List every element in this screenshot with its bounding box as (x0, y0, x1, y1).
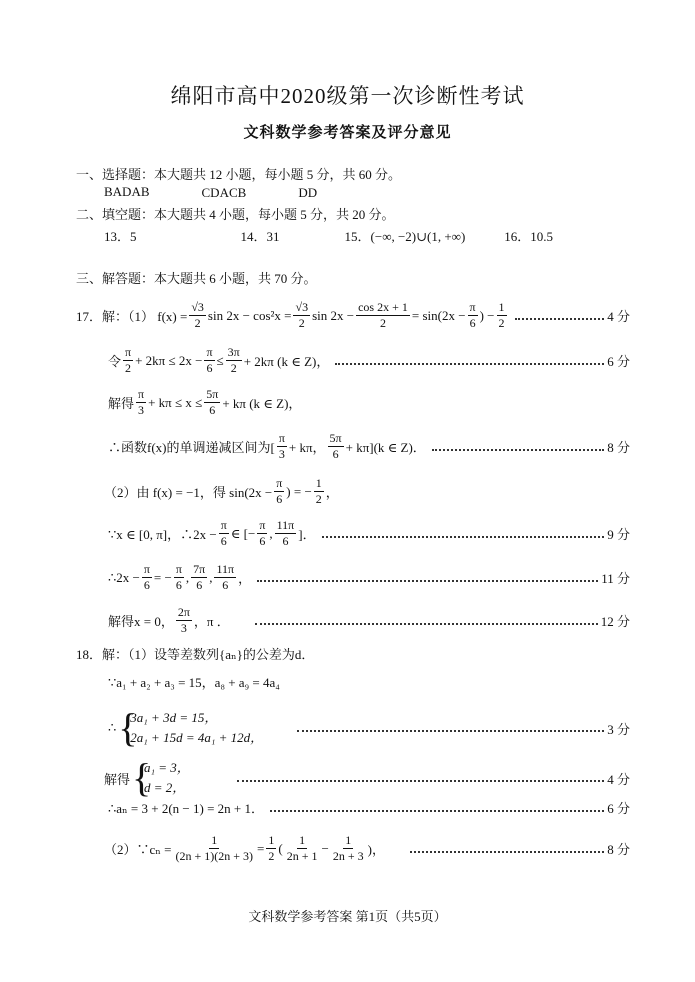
document-subtitle: 文科数学参考答案及评分意见 (243, 125, 452, 141)
text-segment: CDACB (149, 185, 247, 200)
numerator: 5π (206, 387, 219, 401)
dotted-leader (410, 851, 604, 853)
text-segment: ∴aₙ = 3 + 2(n − 1) = 2n + 1． (108, 801, 264, 816)
fraction (204, 387, 220, 418)
numerator: 3π (227, 345, 240, 359)
denominator: 6 (282, 534, 289, 548)
denominator: 6 (276, 492, 283, 506)
text-segment: + 2kπ ≤ 2x − (135, 352, 203, 368)
denominator: 3 (278, 447, 285, 461)
dotted-leader (255, 623, 598, 625)
answer-line (0, 798, 630, 817)
numerator: π (138, 387, 145, 401)
text-segment (265, 719, 291, 738)
numerator: π (276, 476, 283, 490)
page-footer: 文科数学参考答案 第1页（共5页） (248, 909, 447, 924)
denominator: 6 (143, 578, 150, 592)
text-segment: )， (367, 842, 405, 857)
numerator: π (175, 562, 182, 576)
score-label: 6 分 (607, 354, 630, 369)
text-segment: 13．5 (104, 229, 137, 244)
fraction (468, 300, 478, 331)
text-segment: ∴ (108, 720, 117, 735)
text-segment: 解得 (108, 396, 135, 411)
text-segment: + kπ ≤ x ≤ (148, 394, 203, 410)
fraction (274, 476, 284, 507)
numerator: 1 (268, 833, 275, 847)
denominator: (2n + 1)(2n + 3) (175, 849, 254, 863)
numerator: π (259, 518, 266, 532)
text-segment: , (185, 569, 190, 585)
fraction (314, 476, 324, 507)
text-segment: sin 2x − cos²x = (207, 307, 292, 323)
text-segment: = (257, 840, 265, 856)
text-segment: （2）∵cₙ = (104, 842, 172, 857)
fraction (277, 431, 287, 462)
brace-symbol: { (132, 755, 152, 800)
denominator: 2 (230, 361, 237, 375)
numerator: π (206, 345, 213, 359)
system-row: 3a₁ + 3d = 15， (130, 710, 218, 725)
denominator: 2 (125, 361, 132, 375)
text-segment: ， (238, 571, 252, 586)
answer-line (0, 605, 630, 636)
score-label: 3 分 (607, 721, 630, 737)
text-segment: 15．(−∞, −2)∪(1, +∞) (279, 229, 466, 244)
denominator: 2 (194, 316, 201, 330)
numerator: 1 (315, 476, 322, 490)
text-segment: ∵a₁ + a₂ + a₃ = 15，a₈ + a₉ = 4a₄ (108, 675, 280, 690)
numerator: π (220, 518, 227, 532)
numerator: π (125, 345, 132, 359)
score-label: 4 分 (607, 309, 630, 324)
fraction (136, 387, 146, 418)
answer-line (0, 644, 630, 663)
fraction (275, 518, 297, 549)
numerator: 5π (329, 431, 342, 445)
denominator: 6 (196, 578, 203, 592)
text-segment: + kπ (k ∈ Z)， (222, 396, 302, 411)
text-segment: − (321, 840, 329, 856)
denominator: 6 (259, 534, 266, 548)
answer-line (0, 164, 630, 183)
text-segment: ，π ． (193, 614, 250, 629)
fraction (226, 345, 242, 376)
dotted-leader (515, 318, 605, 320)
score-label: 9 分 (607, 527, 630, 542)
fraction (266, 833, 276, 864)
numerator: 11π (276, 518, 295, 532)
denominator: 6 (220, 534, 227, 548)
system-row: a₁ = 3， (144, 760, 190, 775)
fraction (293, 300, 310, 331)
text-segment: BADAB (104, 183, 150, 199)
dotted-leader (335, 363, 604, 365)
text-segment: + kπ， (288, 440, 326, 455)
text-segment: 令 (108, 354, 122, 369)
fraction (257, 518, 267, 549)
score-label: 8 分 (607, 842, 630, 857)
text-segment: DD (246, 185, 318, 200)
fraction (142, 562, 152, 593)
denominator: 6 (209, 403, 216, 417)
score-label: 6 分 (607, 801, 630, 816)
system-rows (130, 708, 263, 748)
denominator: 2n + 1 (286, 849, 318, 863)
numerator: 1 (299, 833, 306, 847)
equation-system (132, 755, 190, 800)
fraction (204, 345, 214, 376)
equation-system (118, 705, 264, 750)
text-segment: 18．解：（1）设等差数列{aₙ}的公差为d． (76, 647, 315, 662)
denominator: 6 (469, 316, 476, 330)
brace-symbol: { (118, 705, 138, 750)
answer-line (0, 562, 630, 593)
denominator: 3 (138, 403, 145, 417)
text-segment: 三、解答题：本大题共 6 小题，共 70 分。 (76, 271, 317, 286)
fraction (174, 562, 184, 593)
answer-line (0, 672, 630, 691)
text-segment: = sin(2x − (411, 307, 466, 323)
text-segment: （2）由 f(x) = −1，得 sin(2x − (104, 485, 273, 500)
fraction (189, 300, 206, 331)
dotted-leader (270, 810, 604, 812)
numerator: √3 (191, 300, 204, 314)
text-segment: 16．10.5 (465, 229, 554, 244)
fraction (331, 833, 366, 864)
answer-line (0, 268, 630, 287)
denominator: 2 (298, 316, 305, 330)
text-segment: 14．31 (136, 229, 280, 244)
text-segment: = − (153, 569, 172, 585)
answer-line (0, 518, 630, 549)
text-segment: 二、填空题：本大题共 4 小题，每小题 5 分，共 20 分。 (76, 207, 395, 222)
text-segment (192, 769, 231, 788)
text-segment: 解得x = 0， (108, 614, 174, 629)
score-label: 11 分 (601, 571, 630, 586)
text-segment: ( (278, 840, 283, 856)
answer-line (0, 431, 630, 462)
answer-line (0, 833, 630, 864)
numerator: π (143, 562, 150, 576)
fraction (356, 300, 410, 331)
score-label: 4 分 (607, 771, 630, 787)
denominator: 2 (498, 316, 505, 330)
document-title: 绵阳市高中2020级第一次诊断性考试 (170, 84, 525, 108)
denominator: 2 (379, 316, 386, 330)
answer-line (0, 300, 630, 331)
answer-line (0, 345, 630, 376)
denominator: 6 (332, 447, 339, 461)
answer-line (0, 705, 630, 750)
denominator: 6 (222, 578, 229, 592)
fraction (497, 300, 507, 331)
system-row: 2a₁ + 15d = 4a₁ + 12d， (130, 730, 264, 745)
fraction (123, 345, 133, 376)
numerator: π (469, 300, 476, 314)
dotted-leader (257, 580, 598, 582)
text-segment: sin 2x − (312, 307, 355, 323)
text-segment: ]． (298, 527, 316, 542)
answer-line (0, 387, 630, 418)
numerator: 1 (211, 833, 218, 847)
text-segment: ∵x ∈ [0, π]，∴2x − (108, 527, 217, 542)
dotted-leader (432, 449, 604, 451)
score-label: 8 分 (607, 440, 630, 455)
text-segment: 解得 (104, 771, 131, 787)
denominator: 2 (315, 492, 322, 506)
system-row: d = 2， (144, 780, 186, 795)
text-segment: 17．解：（1） f(x) = (76, 309, 188, 324)
text-segment: ) = − (286, 483, 312, 499)
numerator: 2π (177, 605, 190, 619)
text-segment: + 2kπ (k ∈ Z)， (243, 354, 330, 369)
text-segment: ∴2x − (108, 569, 140, 585)
answer-line (0, 476, 630, 507)
system-rows (144, 758, 190, 798)
text-segment: ) − (479, 307, 495, 323)
numerator: 1 (498, 300, 505, 314)
dotted-leader (237, 780, 604, 782)
denominator: 6 (206, 361, 213, 375)
answer-line (0, 226, 630, 245)
denominator: 2 (268, 849, 275, 863)
text-segment: , (269, 525, 273, 541)
text-segment: + kπ](k ∈ Z)． (345, 440, 426, 455)
text-segment: ， (325, 485, 339, 500)
denominator: 6 (175, 578, 182, 592)
dotted-leader (322, 536, 605, 538)
text-segment: 一、选择题：本大题共 12 小题，每小题 5 分，共 60 分。 (76, 167, 402, 182)
numerator: 11π (216, 562, 235, 576)
numerator: π (278, 431, 285, 445)
numerator: cos 2x + 1 (358, 300, 408, 314)
answer-line (0, 755, 630, 800)
numerator: √3 (295, 300, 309, 314)
denominator: 3 (180, 621, 187, 635)
fraction (214, 562, 236, 593)
answer-line (0, 204, 630, 223)
denominator: 2n + 3 (332, 849, 364, 863)
fraction (328, 431, 344, 462)
fraction (191, 562, 207, 593)
text-segment: ∴函数f(x)的单调递减区间为[ (108, 440, 275, 455)
fraction (176, 605, 192, 636)
text-segment: ∈ [− (230, 525, 256, 541)
numerator: 1 (345, 833, 352, 847)
numerator: 7π (193, 562, 206, 576)
answer-line (0, 182, 630, 201)
dotted-leader (297, 730, 604, 732)
fraction (173, 833, 255, 864)
text-segment: , (209, 569, 213, 585)
fraction (285, 833, 320, 864)
text-segment: ≤ (216, 352, 224, 368)
score-label: 12 分 (600, 614, 630, 629)
fraction (219, 518, 229, 549)
